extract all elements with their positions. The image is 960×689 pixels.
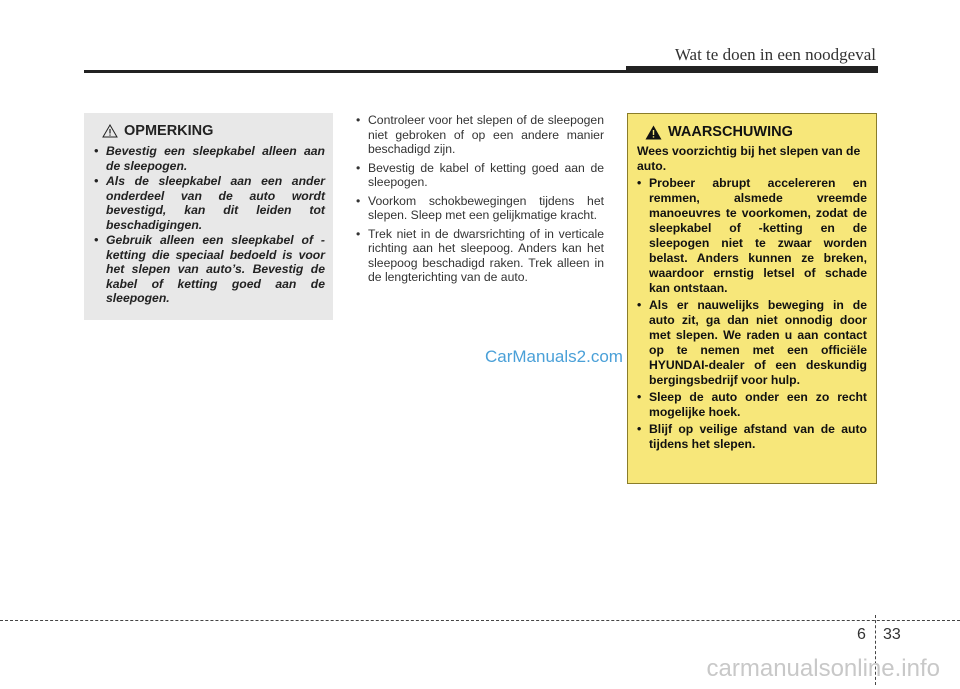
warning-item: • Blijf op veilige afstand van de auto tijdens het slepen.	[637, 422, 867, 451]
instruction-list	[356, 113, 604, 289]
note-item: • Gebruik alleen een sleepkabel of -ketting die speciaal bedoeld is voor het slepen van auto’s. Bevestig de kabel of ketting goed aan de sleepogen.	[94, 233, 325, 305]
warning-filled-icon	[645, 125, 662, 140]
note-item: • Als de sleepkabel aan een ander onderdeel van de auto wordt bevestigd, kan dit leiden tot beschadigingen.	[94, 174, 325, 232]
note-list	[94, 144, 325, 306]
note-item: • Bevestig een sleepkabel alleen aan de sleepogen.	[94, 144, 325, 173]
page-number: 33	[883, 626, 901, 643]
chapter-number: 6	[857, 626, 866, 643]
instruction-item: • Controleer voor het slepen of de sleepogen niet gebroken of op een andere manier beschadigd zijn.	[356, 113, 604, 156]
warning-title: WAARSCHUWING	[668, 124, 793, 140]
watermark-link[interactable]: CarManuals2.com	[485, 347, 623, 366]
warning-item: • Als er nauwelijks beweging in de auto zit, ga dan niet onnodig door met slepen. We raden u aan contact op te nemen met een officiële HYUNDAI-dealer of een deskundig bergingsbedrijf voor hulp.	[637, 298, 867, 387]
caution-outline-icon	[102, 124, 118, 138]
warning-intro: Wees voorzichtig bij het slepen van de auto.	[637, 144, 861, 173]
instruction-item: • Trek niet in de dwarsrichting of in verticale richting aan het sleepoog. Anders kan het sleepoog beschadigd raken. Trek alleen in de lengterichting van de auto.	[356, 226, 604, 284]
section-title: Wat te doen in een noodgeval	[674, 45, 876, 64]
warning-box	[627, 113, 877, 484]
instruction-item: • Voorkom schokbewegingen tijdens het slepen. Sleep met een gelijkmatige kracht.	[356, 193, 604, 222]
footer-watermark: carmanualsonline.info	[706, 655, 940, 682]
note-header	[102, 123, 325, 139]
note-title: OPMERKING	[124, 123, 214, 139]
warning-item: • Probeer abrupt accelereren en remmen, alsmede vreemde manoeuvres te voorkomen, zodat de sleepkabel of -ketting en de sleepogen niet te zwaar worden belast. Anders kunnen ze breken, waardoor ernstig letsel of schade kan ontstaan.	[637, 176, 867, 295]
warning-list	[637, 176, 867, 452]
header-rule-accent	[626, 66, 878, 73]
instruction-item: • Bevestig de kabel of ketting goed aan de sleepogen.	[356, 160, 604, 189]
warning-header	[645, 124, 867, 140]
warning-item: • Sleep de auto onder een zo recht mogelijke hoek.	[637, 390, 867, 419]
footer-rule	[0, 620, 960, 621]
note-box	[84, 113, 333, 320]
